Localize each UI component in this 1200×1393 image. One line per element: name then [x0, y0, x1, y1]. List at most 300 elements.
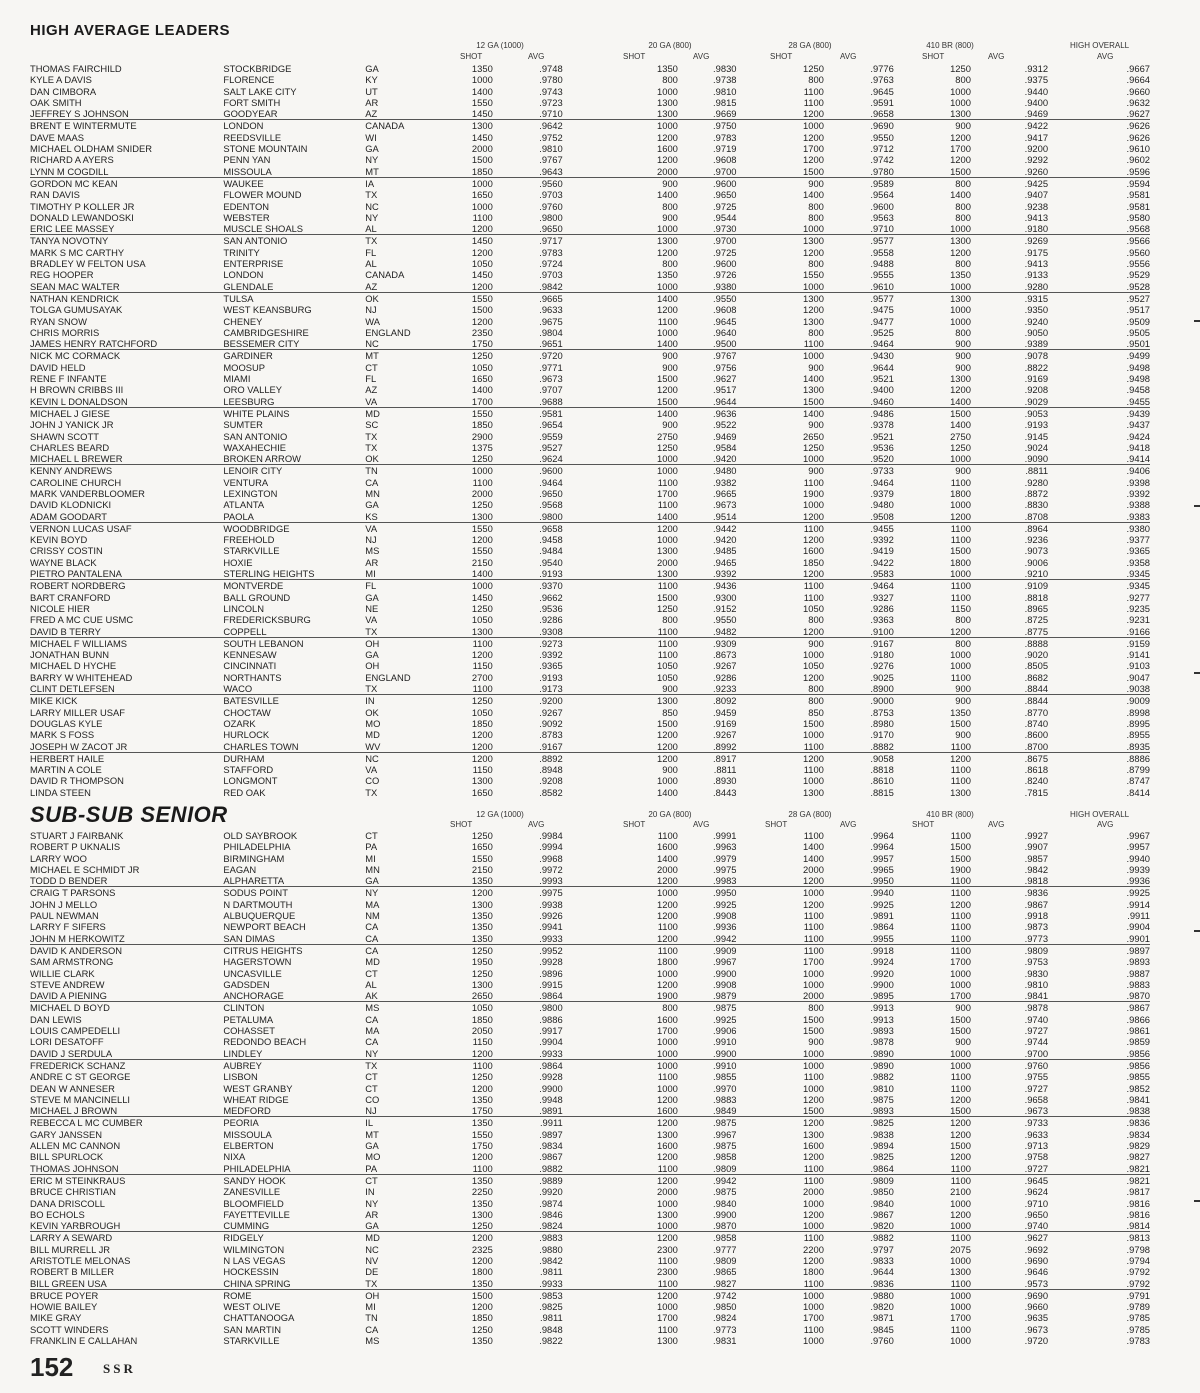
shooter-name: CHRIS MORRIS [30, 326, 100, 338]
high-overall: .9785 [1126, 1323, 1150, 1335]
state: FL [365, 580, 377, 592]
state: GA [365, 1140, 379, 1152]
shot-28ga: 1000 [803, 1335, 824, 1347]
avg-12ga: .9886 [539, 1013, 563, 1025]
avg-20ga: .9983 [678, 875, 737, 887]
shot-20ga: 1000 [563, 453, 678, 465]
table-row [30, 741, 1150, 753]
high-overall: .9792 [1126, 1266, 1150, 1278]
avg-20ga: .9925 [713, 898, 737, 910]
state: PA [365, 841, 378, 853]
city: GLENDALE [223, 281, 365, 293]
high-overall: .9813 [1126, 1232, 1150, 1244]
shot-28ga: 1200 [803, 898, 824, 910]
shot-410br: 1200 [950, 131, 971, 143]
city: MEDFORD [223, 1105, 365, 1117]
city: PEORIA [223, 1117, 259, 1129]
avg-28ga: .8610 [870, 775, 894, 787]
state: VA [365, 396, 433, 408]
shot-28ga: 1100 [803, 1071, 824, 1083]
header-avg: AVG [693, 820, 710, 829]
shot-20ga: 1200 [657, 131, 678, 143]
shot-20ga: 1200 [657, 1289, 678, 1301]
shooter-name: FREDERICK SCHANZ [30, 1059, 126, 1071]
shooter-name: REBECCA L MC CUMBER [30, 1117, 143, 1129]
shooter-name: CRAIG T PARSONS [30, 887, 116, 899]
shot-28ga: 1700 [803, 143, 824, 155]
shot-12ga: 2050 [471, 1025, 493, 1037]
high-overall: .8935 [1048, 741, 1150, 753]
shot-20ga: 1200 [563, 933, 678, 945]
shot-20ga: 1100 [657, 649, 678, 661]
state: MI [365, 568, 433, 580]
table-row [30, 887, 1150, 899]
shot-12ga: 1500 [471, 1289, 493, 1301]
avg-28ga: .9520 [824, 453, 894, 465]
shot-20ga: 900 [563, 683, 678, 695]
state: NC [365, 200, 379, 212]
state: IN [365, 1186, 375, 1198]
shot-28ga: 1300 [803, 235, 824, 247]
table-row [30, 396, 1150, 408]
avg-410br: .9208 [1024, 384, 1049, 396]
state: DE [365, 1266, 379, 1278]
avg-410br: .9350 [1024, 304, 1049, 316]
avg-410br: .8818 [1024, 591, 1049, 603]
shot-28ga: 1100 [803, 580, 824, 592]
avg-410br: .9830 [1024, 967, 1049, 979]
shot-20ga: 1200 [657, 1093, 678, 1105]
shooter-name: TOLGA GUMUSAYAK [30, 304, 123, 316]
shot-12ga: 1550 [471, 96, 493, 108]
avg-12ga: .9167 [493, 741, 563, 753]
avg-20ga: .9906 [713, 1025, 737, 1037]
table-row [30, 752, 1150, 764]
shot-12ga: 1200 [471, 246, 493, 258]
shot-410br: 1100 [950, 591, 971, 603]
avg-20ga: .9700 [713, 235, 737, 247]
table-row [30, 362, 1150, 373]
avg-28ga: .9419 [870, 545, 894, 557]
shooter-name: LOUIS CAMPEDELLI [30, 1025, 121, 1037]
table-row [30, 86, 1150, 97]
state: CA [365, 1036, 379, 1048]
table-row [30, 63, 1150, 74]
avg-410br: .9690 [1024, 1254, 1049, 1266]
city: OLD SAYBROOK [223, 830, 298, 841]
state: SC [365, 419, 379, 431]
city: BESSEMER CITY [223, 338, 365, 350]
avg-28ga: .9742 [870, 154, 894, 166]
avg-410br: .9175 [1024, 246, 1049, 258]
shot-20ga: 1000 [657, 967, 678, 979]
city: SOUTH LEBANON [223, 637, 304, 649]
avg-28ga: .9589 [870, 177, 894, 189]
high-overall: .9798 [1126, 1243, 1150, 1255]
table-row [30, 853, 1150, 864]
table-row [30, 1335, 1150, 1346]
avg-410br: .9673 [971, 1105, 1048, 1117]
shot-28ga: 2000 [737, 990, 824, 1002]
avg-20ga: .9910 [713, 1036, 737, 1048]
shot-20ga: 1100 [657, 830, 678, 841]
avg-12ga: .9968 [539, 852, 563, 864]
avg-12ga: .9484 [539, 545, 563, 557]
shot-410br: 900 [894, 338, 971, 350]
section-title-high-average-leaders: HIGH AVERAGE LEADERS [30, 22, 231, 39]
shot-12ga: 1200 [433, 281, 493, 293]
avg-12ga: .9771 [539, 361, 563, 373]
high-overall: .9602 [1126, 154, 1150, 166]
avg-28ga: .9286 [870, 602, 894, 614]
high-overall: .9528 [1048, 281, 1150, 293]
shot-12ga: 1000 [471, 200, 493, 212]
avg-20ga: .9725 [713, 246, 737, 258]
avg-28ga: .9890 [870, 1059, 894, 1071]
avg-410br: .8682 [1024, 671, 1049, 683]
shot-12ga: 1650 [471, 189, 493, 201]
shot-28ga: 1100 [803, 1232, 824, 1244]
avg-28ga: .9555 [870, 269, 894, 281]
city: SANDY HOOK [223, 1174, 286, 1186]
avg-20ga: .9627 [713, 373, 737, 385]
state: AZ [365, 281, 433, 293]
edge-mark [1194, 672, 1200, 674]
shot-12ga: 1050 [471, 361, 493, 373]
shot-12ga: 1200 [471, 649, 493, 661]
avg-410br: .9650 [1024, 1208, 1049, 1220]
shooter-name: OAK SMITH [30, 96, 82, 108]
avg-28ga: .9840 [870, 1197, 894, 1209]
shot-410br: 1000 [950, 967, 971, 979]
shot-12ga: 1050 [471, 258, 493, 270]
shot-28ga: 1100 [803, 591, 824, 603]
avg-28ga: .9100 [824, 626, 894, 638]
avg-28ga: .9000 [870, 695, 894, 707]
shooter-name: NATHAN KENDRICK [30, 292, 119, 304]
avg-20ga: .9975 [713, 863, 737, 875]
shot-20ga: 800 [662, 200, 678, 212]
shot-410br: 1000 [950, 1301, 971, 1313]
avg-20ga: .9152 [713, 602, 737, 614]
shot-410br: 1500 [950, 1013, 971, 1025]
shooter-name: RYAN SNOW [30, 315, 87, 327]
city: MOOSUP [223, 361, 266, 373]
avg-28ga: .9525 [870, 326, 894, 338]
shooter-name: NICK MC CORMACK [30, 350, 121, 362]
avg-12ga: .9208 [539, 775, 563, 787]
avg-20ga: .9900 [678, 1048, 737, 1060]
shot-28ga: 1000 [803, 1301, 824, 1313]
high-overall: .9345 [1048, 568, 1150, 580]
shot-28ga: 1200 [803, 1254, 824, 1266]
state: MD [365, 1232, 380, 1244]
shot-20ga: 800 [662, 74, 678, 86]
shooter-name: ADAM GOODART [30, 511, 223, 523]
high-overall: .9009 [1126, 695, 1150, 707]
shot-20ga: 1200 [657, 1151, 678, 1163]
avg-12ga: .9365 [539, 660, 563, 672]
state: NV [365, 1254, 379, 1266]
shot-410br: 1000 [950, 315, 971, 327]
table-row [30, 1278, 1150, 1290]
shot-12ga: 1000 [471, 74, 493, 86]
avg-20ga: .8092 [713, 695, 737, 707]
shot-28ga: 1050 [803, 602, 824, 614]
shot-410br: 1300 [894, 108, 971, 120]
state: AK [365, 990, 433, 1002]
avg-20ga: .9169 [713, 717, 737, 729]
avg-20ga: .9725 [713, 200, 737, 212]
shooter-name: LARRY A SEWARD [30, 1232, 113, 1244]
table-row [30, 910, 1150, 921]
avg-20ga: .9750 [713, 120, 737, 132]
avg-20ga: .9925 [713, 1013, 737, 1025]
shot-12ga: 1400 [471, 384, 493, 396]
avg-20ga: .9442 [713, 522, 737, 534]
shot-12ga: 1250 [471, 1071, 493, 1083]
high-overall: .9499 [1126, 350, 1150, 362]
shooter-name: DONALD LEWANDOSKI [30, 211, 134, 223]
state: IL [365, 1117, 374, 1129]
table-row [30, 1071, 1150, 1082]
avg-28ga: .9058 [870, 752, 894, 764]
avg-28ga: .9379 [870, 487, 894, 499]
table-row [30, 830, 1150, 841]
shot-12ga: 1200 [471, 1254, 493, 1266]
shooter-name: JAMES HENRY RATCHFORD [30, 338, 223, 350]
avg-20ga: .9644 [678, 396, 737, 408]
shot-410br: 1150 [950, 602, 971, 614]
avg-20ga: .9392 [678, 568, 737, 580]
avg-410br: .8700 [971, 741, 1048, 753]
city: ORO VALLEY [223, 384, 283, 396]
shooter-name: MICHAEL F WILLIAMS [30, 637, 128, 649]
shot-12ga: 1000 [471, 177, 493, 189]
city: EAGAN [223, 863, 257, 875]
shot-12ga: 1200 [433, 223, 493, 235]
avg-28ga: .9577 [870, 292, 894, 304]
avg-12ga: .9882 [493, 1163, 563, 1175]
table-row [30, 223, 1150, 235]
shot-20ga: 1300 [657, 235, 678, 247]
shot-12ga: 1450 [471, 235, 493, 247]
city: DURHAM [223, 752, 265, 764]
state: NC [365, 752, 379, 764]
table-row [30, 477, 1150, 488]
avg-28ga: .9957 [870, 852, 894, 864]
shot-28ga: 1000 [803, 967, 824, 979]
city: MISSOULA [223, 1128, 272, 1140]
table-row [30, 1083, 1150, 1094]
header-shot: SHOT [460, 52, 483, 61]
table-row [30, 522, 1150, 534]
shooter-name: JOHN J YANICK JR [30, 419, 114, 431]
shot-410br: 1000 [894, 281, 971, 293]
table-row [30, 956, 1150, 967]
shot-28ga: 1100 [803, 921, 824, 933]
table-row [30, 269, 1150, 280]
high-overall: .9581 [1126, 189, 1150, 201]
shooter-name: MIKE KICK [30, 695, 78, 707]
shot-28ga: 1100 [737, 1163, 824, 1175]
header-avg: AVG [528, 820, 545, 829]
shooter-name: SAM ARMSTRONG [30, 956, 114, 968]
shot-410br: 1200 [950, 154, 971, 166]
shot-12ga: 1550 [471, 407, 493, 419]
avg-12ga: .9834 [539, 1140, 563, 1152]
table-row [30, 660, 1150, 671]
shot-410br: 2075 [950, 1243, 971, 1255]
shot-12ga: 2650 [433, 990, 493, 1002]
avg-20ga: .9756 [713, 361, 737, 373]
shooter-name: MICHAEL J GIESE [30, 407, 110, 419]
shot-20ga: 2300 [657, 1266, 678, 1278]
table-row [30, 1163, 1150, 1175]
table-row [30, 1036, 1150, 1047]
avg-28ga: .9965 [870, 863, 894, 875]
high-overall: .9358 [1126, 556, 1150, 568]
state: TX [365, 683, 433, 695]
shooter-name: SHAWN SCOTT [30, 430, 99, 442]
shot-410br: 1400 [894, 396, 971, 408]
table-row [30, 235, 1150, 247]
city: BLOOMFIELD [223, 1197, 284, 1209]
shot-12ga: 2325 [471, 1243, 493, 1255]
shooter-name: STEVE M MANCINELLI [30, 1093, 131, 1105]
shooter-name: DAVE MAAS [30, 131, 85, 143]
shot-20ga: 1000 [657, 1082, 678, 1094]
shot-12ga: 1450 [471, 591, 493, 603]
edge-mark [1194, 930, 1200, 932]
avg-20ga: .9875 [713, 1186, 737, 1198]
state: TX [365, 1059, 378, 1071]
shot-20ga: 1000 [657, 85, 678, 97]
state: MN [365, 863, 380, 875]
avg-12ga: .9703 [539, 269, 563, 281]
avg-410br: .8240 [1024, 775, 1049, 787]
header-28ga: 28 GA (800) [788, 810, 832, 819]
avg-12ga: .9911 [539, 1117, 563, 1129]
shot-28ga: 1500 [803, 1025, 824, 1037]
shot-20ga: 1200 [563, 875, 678, 887]
avg-20ga: .9875 [713, 1002, 737, 1014]
shot-410br: 1100 [950, 580, 971, 592]
shooter-name: BART CRANFORD [30, 591, 111, 603]
shot-20ga: 1200 [657, 1232, 678, 1244]
shot-410br: 1250 [950, 441, 971, 453]
shot-20ga: 1200 [657, 898, 678, 910]
high-overall: .9792 [1048, 1278, 1150, 1290]
shot-12ga: 1350 [433, 875, 493, 887]
state: IA [365, 177, 375, 189]
shot-28ga: 800 [737, 683, 824, 695]
avg-12ga: .9800 [539, 1002, 563, 1014]
high-overall: .8955 [1126, 729, 1150, 741]
shot-28ga: 1500 [803, 717, 824, 729]
shot-20ga: 1100 [657, 1254, 678, 1266]
shot-410br: 1350 [950, 269, 971, 281]
shot-28ga: 1000 [803, 978, 824, 990]
avg-20ga: .9900 [713, 1208, 737, 1220]
high-overall: .9914 [1126, 898, 1150, 910]
table-row [30, 764, 1150, 775]
state: TN [365, 1312, 378, 1324]
shot-28ga: 1100 [803, 1174, 824, 1186]
avg-12ga: .9783 [539, 246, 563, 258]
city: CAMBRIDGESHIRE [223, 326, 309, 338]
state: MI [365, 1301, 376, 1313]
shot-12ga: 1400 [471, 85, 493, 97]
avg-20ga: .9865 [713, 1266, 737, 1278]
shooter-name: DAVID HELD [30, 361, 86, 373]
avg-20ga: .9719 [713, 143, 737, 155]
table-row [30, 787, 1150, 798]
city: STAFFORD [223, 764, 274, 776]
city: WAUKEE [223, 177, 264, 189]
shot-12ga: 1000 [471, 465, 493, 477]
city: CINCINNATI [223, 660, 277, 672]
shot-20ga: 1100 [563, 1278, 678, 1290]
avg-410br: .9573 [971, 1278, 1048, 1290]
avg-20ga: .9233 [678, 683, 737, 695]
avg-28ga: .9836 [824, 1278, 894, 1290]
shot-28ga: 1100 [737, 741, 824, 753]
city: SAN MARTIN [223, 1323, 281, 1335]
avg-28ga: .9644 [870, 1266, 894, 1278]
shot-20ga: 1400 [563, 511, 678, 523]
avg-20ga: .9908 [713, 978, 737, 990]
avg-20ga: .9514 [678, 511, 737, 523]
avg-28ga: .9880 [870, 1289, 894, 1301]
table-row [30, 592, 1150, 603]
state: AL [365, 978, 377, 990]
avg-20ga: .9942 [678, 933, 737, 945]
shot-410br: 800 [955, 326, 971, 338]
shot-20ga: 800 [662, 258, 678, 270]
shot-20ga: 1200 [657, 1117, 678, 1129]
avg-12ga: .9688 [493, 396, 563, 408]
shot-28ga: 1500 [737, 1105, 824, 1117]
avg-410br: .9755 [1024, 1071, 1049, 1083]
state: NE [365, 602, 379, 614]
avg-12ga: .9948 [539, 1093, 563, 1105]
avg-410br: .9413 [1024, 211, 1049, 223]
avg-12ga: .9897 [539, 1128, 563, 1140]
avg-20ga: .9979 [713, 852, 737, 864]
high-overall: .9904 [1126, 921, 1150, 933]
high-overall: .9498 [1126, 361, 1150, 373]
city: FLOWER MOUND [223, 189, 302, 201]
table-row [30, 316, 1150, 327]
avg-28ga: .9895 [824, 990, 894, 1002]
city: LEESBURG [223, 396, 365, 408]
avg-20ga: .9550 [713, 292, 737, 304]
high-overall: .8995 [1126, 717, 1150, 729]
avg-12ga: .9984 [539, 830, 563, 841]
city: GOODYEAR [223, 108, 365, 120]
shot-410br: 1350 [950, 706, 971, 718]
shot-410br: 1500 [950, 852, 971, 864]
shot-12ga: 1250 [471, 1323, 493, 1335]
table-row [30, 442, 1150, 453]
avg-28ga: .9950 [824, 875, 894, 887]
city: ZANESVILLE [223, 1186, 281, 1198]
table-row [30, 899, 1150, 910]
shot-28ga: 1700 [803, 956, 824, 968]
high-overall: .9377 [1126, 534, 1150, 546]
shot-28ga: 1200 [803, 671, 824, 683]
